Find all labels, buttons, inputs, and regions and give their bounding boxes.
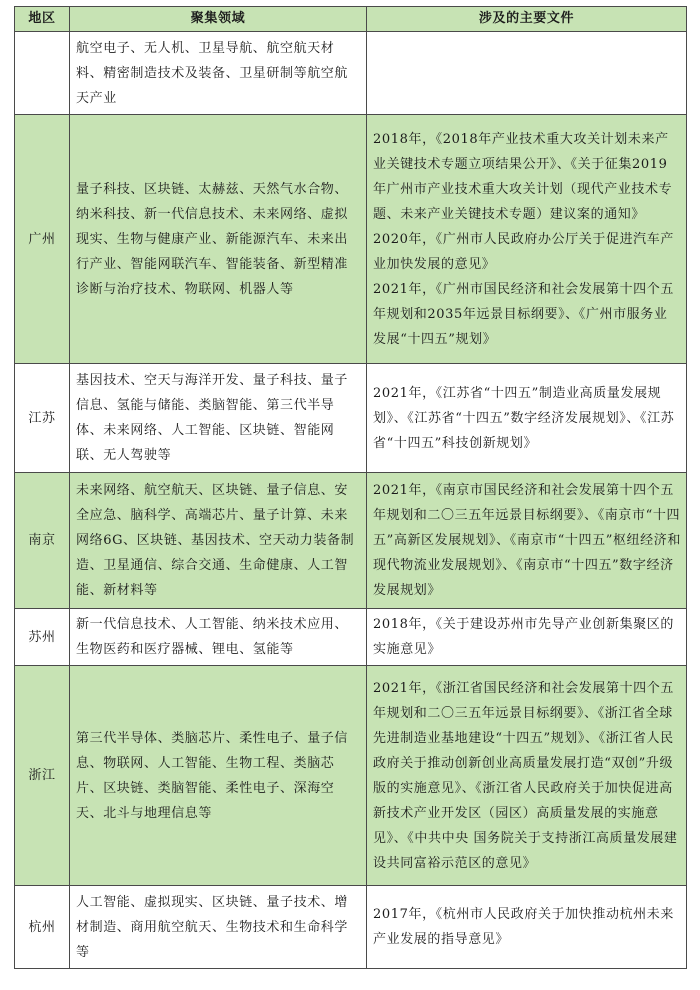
table-row: [15, 115, 687, 364]
region-cell: 杭州: [15, 886, 70, 969]
docs-cell: [367, 115, 687, 364]
table-row: [15, 364, 687, 473]
docs-cell: [367, 473, 687, 609]
doc-entry: 2021年，《广州市国民经济和社会发展第十四个五年规划和2035年远景目标纲要》、《广州市服务业发展“十四五”规划》: [373, 281, 674, 347]
docs-cell: [367, 886, 687, 969]
table-header-row: [15, 7, 687, 32]
region-cell: 江苏: [15, 364, 70, 473]
region-cell: [15, 32, 70, 115]
docs-cell: [367, 666, 687, 886]
table-row: [15, 32, 687, 115]
doc-entry: 2021年，《浙江省国民经济和社会发展第十四个五年规划和二〇三五年远景目标纲要》、《浙江省全球先进制造业基地建设“十四五”规划》、《浙江省人民政府关于推动创新创业高质量发展打造“双创”升级版的实施意见》、《浙江省人民政府关于加快促进高新技术产业开发区（园区）高质量发展的实施意见》、《中共中央 国务院关于支持浙江高质量发展建设共同富裕示范区的意见》: [373, 680, 678, 871]
fields-cell: 量子科技、区块链、太赫兹、天然气水合物、纳米科技、新一代信息技术、未来网络、虚拟现实、生物与健康产业、新能源汽车、未来出行产业、智能网联汽车、智能装备、新型精准诊断与治疗技术、物联网、机器人等: [70, 115, 367, 364]
table-row: [15, 473, 687, 609]
fields-cell: 未来网络、航空航天、区块链、量子信息、安全应急、脑科学、高端芯片、量子计算、未来网络6G、区块链、基因技术、空天动力装备制造、卫星通信、综合交通、生命健康、人工智能、新材料等: [70, 473, 367, 609]
doc-entry: 2017年，《杭州市人民政府关于加快推动杭州未来产业发展的指导意见》: [373, 907, 674, 947]
region-cell: 苏州: [15, 609, 70, 666]
table-row: [15, 666, 687, 886]
docs-cell: [367, 32, 687, 115]
doc-entry: 2021年，《南京市国民经济和社会发展第十四个五年规划和二〇三五年远景目标纲要》、《南京市“十四五”高新区发展规划》、《南京市“十四五”枢纽经济和现代物流业发展规划》、《南京市“十四五”数字经济发展规划》: [373, 483, 681, 598]
fields-cell: 人工智能、虚拟现实、区块链、量子技术、增材制造、商用航空航天、生物技术和生命科学等: [70, 886, 367, 969]
docs-cell: [367, 609, 687, 666]
region-cell: 南京: [15, 473, 70, 609]
doc-entry: 2020年，《广州市人民政府办公厅关于促进汽车产业加快发展的意见》: [373, 231, 674, 272]
fields-cell: 新一代信息技术、人工智能、纳米技术应用、生物医药和医疗器械、锂电、氢能等: [70, 609, 367, 666]
doc-entry: 2018年，《关于建设苏州市先导产业创新集聚区的实施意见》: [373, 617, 674, 657]
table-row: [15, 886, 687, 969]
region-cell: 广州: [15, 115, 70, 364]
doc-entry: 2021年，《江苏省“十四五”制造业高质量发展规划》、《江苏省“十四五”数字经济发展规划》、《江苏省“十四五”科技创新规划》: [373, 385, 675, 451]
region-cell: 浙江: [15, 666, 70, 886]
fields-cell: 航空电子、无人机、卫星导航、航空航天材料、精密制造技术及装备、卫星研制等航空航天产业: [70, 32, 367, 115]
header-fields: 聚集领域: [70, 7, 367, 32]
table-row: [15, 609, 687, 666]
header-region: 地区: [15, 7, 70, 32]
industry-table: [14, 6, 687, 969]
docs-cell: [367, 364, 687, 473]
fields-cell: 基因技术、空天与海洋开发、量子科技、量子信息、氢能与储能、类脑智能、第三代半导体、未来网络、人工智能、区块链、智能网联、无人驾驶等: [70, 364, 367, 473]
fields-cell: 第三代半导体、类脑芯片、柔性电子、量子信息、物联网、人工智能、生物工程、类脑芯片、区块链、类脑智能、柔性电子、深海空天、北斗与地理信息等: [70, 666, 367, 886]
header-docs: 涉及的主要文件: [367, 7, 687, 32]
doc-entry: 2018年，《2018年产业技术重大攻关计划未来产业关键技术专题立项结果公开》、《关于征集2019年广州市产业技术重大攻关计划（现代产业技术专题、未来产业关键技术专题）建议案的通知》: [373, 131, 673, 222]
